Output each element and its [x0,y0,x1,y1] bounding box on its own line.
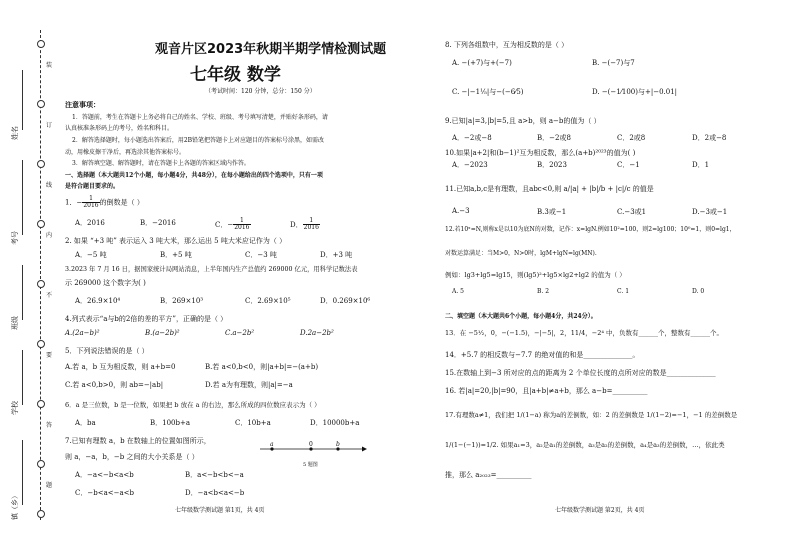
option-b[interactable]: B.(a−2b)² [145,329,180,337]
question-2-options [75,250,380,260]
option-a[interactable]: A．−a<−b<a<b [75,471,134,479]
option-b[interactable]: B. 2 [537,288,550,295]
option-c[interactable]: C．− $\frac{1}{2016}$ [215,217,250,231]
exam-subject: 七年级 数学 [190,65,281,85]
name-label: 姓名 [11,126,19,140]
question-8-options-row1 [452,58,635,68]
binding-char: 内 [46,232,53,239]
option-c[interactable]: C.a−2b² [225,329,255,337]
binding-hole [37,160,45,168]
exam-number-field-line[interactable] [22,160,23,235]
option-b[interactable]: B．269×10³ [160,297,204,305]
binding-hole [37,510,45,518]
binding-hole [37,340,45,348]
binding-margin [0,0,60,550]
option-c[interactable]: C．−b<a<−a<b [75,489,134,497]
note-line: 2．解答选择题时，每小题选出答案后，用2B铅笔把答题卡上对应题目的答案标号涂黑，如需改 [72,137,325,144]
binding-char: 订 [46,122,53,129]
option-b[interactable]: B．a<−b<b<−a [185,471,244,479]
question-17-end: 推，那么 a₂₀₂₃=__________ [445,471,532,479]
page-footer-right: 七年级数学测试题 第2页，共 4页 [555,507,645,514]
question-12-stem-cont: 对数运算满足：当M>0，N>0时，lgM+lgN=lg(MN). [445,250,597,257]
option-a[interactable]: A．2016 [75,219,105,227]
binding-char: 题 [46,482,53,489]
question-3-stem-cont: 示 269000 这个数字为( ) [65,279,146,287]
option-d[interactable]: D．10000b+a [310,419,360,427]
question-3-stem: 3.2023 年 7 月 16 日，据国家统计局网站消息，上半年国内生产总值约 269000 亿元，用科学记数法表 [65,266,358,273]
number-line-label-b: b [336,441,340,448]
option-c[interactable]: C．2.69×10⁵ [245,297,291,305]
question-1-options [75,218,350,231]
option-a[interactable]: A．−2023 [452,161,488,169]
question-7-stem: 7.已知有理数 a，b 在数轴上的位置如图所示， [65,437,211,445]
option-a[interactable]: A. −(+7)与+(−7) [452,59,512,67]
question-5-options-row2 [65,380,293,390]
question-11-stem: 11.已知a,b,c是有理数，且abc<0,则 a/|a| + |b|/b + |c|/c 的值是 [445,185,654,193]
binding-hole [37,100,45,108]
option-c[interactable]: C.−3或1 [617,208,647,216]
binding-hole [37,460,45,468]
option-b[interactable]: B．+5 吨 [160,251,192,259]
question-12-options [452,288,752,295]
question-1-stem: 1．− $\frac{1}{2016}$ 的倒数是（ ） [65,195,144,209]
section2-heading: 二、填空题（本大题共6个小题，每小题4分，共24分）。 [445,313,597,320]
option-a[interactable]: A.若 a，b 互为相反数，则 a+b=0 [65,363,176,371]
section1-heading-cont: 是符合题目要求的。 [65,183,120,190]
option-d[interactable]: D.2a−2b² [300,329,334,337]
binding-hole [37,220,45,228]
question-9-stem: 9.已知|a|=3,|b|=5,且 a>b，则 a−b的值为（ ） [445,117,601,125]
option-c[interactable]: C．−3 吨 [245,251,277,259]
question-10-options [452,160,752,170]
question-14: 14．+5.7 的相反数与−7.7 的绝对值的和是______________。 [445,351,640,359]
section1-heading: 一、选择题（本大题共12个小题，每小题4分，共48分），在每小题给出的四个选项中，只有一项 [65,172,323,179]
binding-char: 要 [46,352,53,359]
question-7-options-row2 [75,488,244,498]
exam-info: （考试时间：120 分钟，总分：150 分） [205,88,316,95]
exam-number-label: 考号 [11,231,19,245]
option-a[interactable]: A.−3 [452,207,470,215]
option-b[interactable]: B．100b+a [150,419,191,427]
question-10-stem: 10.如果|a+2|和(b−1)²互为相反数，那么(a+b)²⁰²³的值为( ) [445,149,636,157]
number-line-arrow [362,447,367,452]
option-d[interactable]: D． $\frac{1}{2016}$ [290,217,319,231]
question-2-stem: 2. 如果 “+3 吨” 表示运入 3 吨大米，那么运出 5 吨大米应记作为（ ） [65,237,287,245]
binding-char: 不 [46,292,53,299]
option-c[interactable]: C. 1 [617,288,630,295]
class-field-line[interactable] [22,265,23,320]
option-d[interactable]: D．2或−8 [692,134,727,142]
option-a[interactable]: A．ba [75,419,96,427]
question-7-options-row1 [75,470,244,480]
page-footer-left: 七年级数学测试题 第1页，共 4页 [175,507,265,514]
option-b[interactable]: B.3或−1 [537,208,567,216]
question-13: 13．在 −5¹⁄₂，0，−(−1.5)，−|−5|，2，11/4，−2⁴ 中，负数有______个，整数有______个。 [445,329,724,337]
binding-char: 装 [46,62,53,69]
option-c[interactable]: C.若 a<0,b>0，则 ab=−|ab| [65,381,164,389]
option-d[interactable]: D.若 a为有理数，则|a|=−a [205,381,293,389]
question-17: 17.有理数a≠1，我们把 1/(1−a) 称为a的差倒数，如：2 的差倒数是 1/(1−2)=−1，−1 的差倒数是 [445,411,738,419]
question-17-cont: 1/(1−(−1))=1/2. 如果a₁=3，a₂是a₁的差倒数，a₃是a₂的差倒数，a₄是a₃的差倒数，…，依此类 [445,441,725,449]
number-line-label-a: a [270,441,274,448]
question-4-options [65,329,360,337]
note-line: 动，用橡皮擦干净后，再选涂其他答案标号。 [65,149,186,156]
number-line-label-zero: 0 [309,441,313,448]
binding-hole [37,400,45,408]
note-line: 认真核准条形码上的考号，姓名和科目。 [65,125,174,132]
binding-hole [37,40,45,48]
option-b[interactable]: B．−2或8 [537,134,571,142]
option-c[interactable]: C. −|−1¹⁄₅|与−(−6⁄5) [452,88,524,96]
school-field-line[interactable] [22,350,23,405]
option-a[interactable]: A．−2或−8 [452,134,492,142]
number-line-caption: 5 题图 [303,462,318,468]
notes-heading: 注意事项： [65,100,100,109]
option-c[interactable]: C．2或8 [617,134,646,142]
option-d[interactable]: D.−3或−1 [692,208,728,216]
option-c[interactable]: C．10b+a [235,419,271,427]
question-11-options [452,207,752,217]
note-line: 1．答题前，考生在答题卡上务必将自己的姓名、学校、班级、考号填写清楚，并贴好条形码，请 [72,114,328,121]
option-d[interactable]: D．0.269×10⁶ [320,297,371,305]
binding-char: 答 [46,422,53,429]
question-9-options [452,133,752,143]
option-b[interactable]: B.若 a<0,b<0，则|a+b|=−(a+b) [205,363,319,371]
town-label: 镇（乡） [11,492,19,520]
school-label: 学校 [11,401,19,415]
option-a[interactable]: A．−5 吨 [75,251,107,259]
question-7-stem-cont: 则 a，−a，b，−b 之间的大小关系是（ ） [65,453,199,461]
name-field-line[interactable] [22,70,23,130]
option-b[interactable]: B. −(−7)与7 [592,59,635,67]
option-d[interactable]: D. 0 [692,288,705,295]
option-a[interactable]: A.(2a−b)² [65,329,100,337]
binding-hole [37,280,45,288]
question-4-stem: 4.列式表示“a与b的2倍的差的平方”，正确的是（ ） [65,315,228,323]
option-d[interactable]: D．−a<b<a<−b [185,489,245,497]
note-line: 3．解答填空题、解答题时，请在答题卡上各题的答案区域内作答。 [72,160,250,167]
option-a[interactable]: A．26.9×10⁴ [75,297,121,305]
question-6-options [75,418,380,428]
class-label: 班级 [11,316,19,330]
question-8-options-row2 [452,87,677,97]
option-d[interactable]: D. −(−1⁄100)与+|−0.01| [592,88,678,96]
question-12-stem: 12.若10ˣ=N,则称x是以10为底N的对数，记作：x=lgN.例如10²=100，则2=lg100；10⁰=1，则0=lg1， [445,226,736,233]
question-6-stem: 6．a 是三位数，b 是一位数，如果把 b 放在 a 的右边，那么所成的四位数应表示为（ ） [65,401,321,409]
option-a[interactable]: A. 5 [452,288,464,295]
option-b[interactable]: B．2023 [537,161,567,169]
option-d[interactable]: D．1 [692,161,710,169]
question-16: 16. 若|a|=20,|b|=90，且|a+b|≠a+b，那么 a−b=__________ [445,387,648,395]
option-c[interactable]: C．−1 [617,161,640,169]
question-3-options [75,296,380,306]
question-5-stem: 5．下列说法错误的是（ ） [65,347,149,355]
exam-title: 观音片区2023年秋期半期学情检测试题 [155,42,387,57]
town-field-line[interactable] [22,440,23,505]
option-b[interactable]: B．−2016 [140,219,176,227]
question-5-options-row1 [65,362,318,372]
question-15: 15.在数轴上到−3 所对应的点的距离为 2 个单位长度的点所对应的数是______________ [445,369,716,377]
binding-char: 线 [46,182,53,189]
question-12-stem-example: 例如：lg3+lg5=lg15，则(lg5)²+lg5×lg2+lg2 的值为（ ） [445,271,626,279]
option-d[interactable]: D．+3 吨 [320,251,353,259]
question-8-stem: 8. 下列各组数中，互为相反数的是（ ） [445,41,569,49]
